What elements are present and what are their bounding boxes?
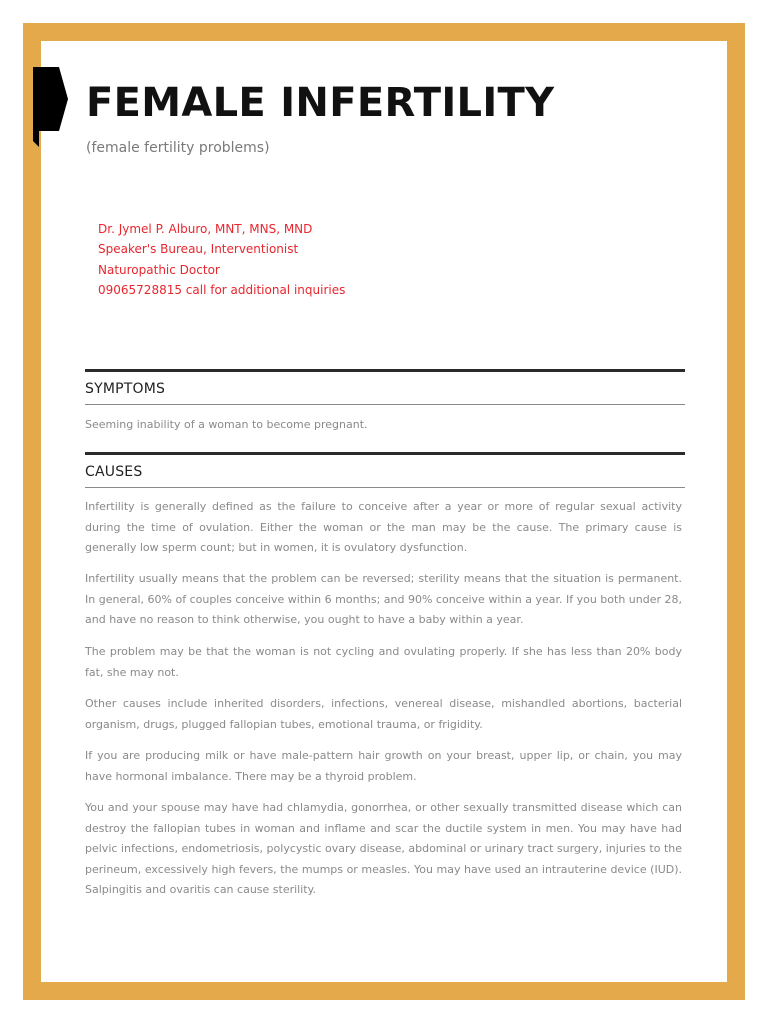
author-role: Speaker's Bureau, Interventionist bbox=[98, 242, 299, 257]
author-contact: 09065728815 call for additional inquiries bbox=[98, 282, 346, 297]
symptoms-rule-top bbox=[85, 369, 685, 372]
author-block bbox=[98, 219, 345, 300]
causes-paragraph: If you are producing milk or have male-pattern hair growth on your breast, upper lip, or chain, you may have hormonal imbalance. There may be a thyroid problem. bbox=[85, 749, 682, 783]
causes-rule-bottom bbox=[85, 487, 685, 488]
causes-paragraph: Infertility usually means that the problem can be reversed; sterility means that the situation is permanent. In general, 60% of couples conceive within 6 months; and 90% conceive within a year. If you both under 28, and have no reason to think otherwise, you ought to have a baby within a year. bbox=[85, 572, 682, 627]
document-subtitle: (female fertility problems) bbox=[86, 140, 270, 156]
causes-paragraph: Infertility is generally defined as the failure to conceive after a year or more of regular sexual activity during the time of ovulation. Either the woman or the man may be the cause. The primary cause is generally low sperm count; but in women, it is ovulatory dysfunction. bbox=[85, 500, 682, 555]
title-marker-icon bbox=[33, 67, 68, 147]
author-title: Naturopathic Doctor bbox=[98, 262, 220, 277]
causes-paragraph: The problem may be that the woman is not cycling and ovulating properly. If she has less than 20% body fat, she may not. bbox=[85, 645, 682, 679]
causes-heading: CAUSES bbox=[85, 464, 143, 480]
causes-rule-top bbox=[85, 452, 685, 455]
document-title: FEMALE INFERTILITY bbox=[86, 80, 555, 126]
author-name: Dr. Jymel P. Alburo, MNT, MNS, MND bbox=[98, 222, 313, 236]
causes-paragraph: You and your spouse may have had chlamydia, gonorrhea, or other sexually transmitted disease which can destroy the fallopian tubes in woman and inflame and scar the ductile system in men. You may have had pelvic infections, endometriosis, polycystic ovary disease, abdominal or urinary tract surgery, injuries to the perineum, excessively high fevers, the mumps or measles. You may have used an intrauterine device (IUD). Salpingitis and ovaritis can cause sterility. bbox=[85, 801, 682, 897]
symptoms-rule-bottom bbox=[85, 404, 685, 405]
causes-paragraph: Other causes include inherited disorders, infections, venereal disease, mishandled abortions, bacterial organism, drugs, plugged fallopian tubes, emotional trauma, or frigidity. bbox=[85, 697, 682, 731]
symptoms-heading: SYMPTOMS bbox=[85, 381, 166, 397]
symptoms-text: Seeming inability of a woman to become pregnant. bbox=[85, 418, 368, 431]
